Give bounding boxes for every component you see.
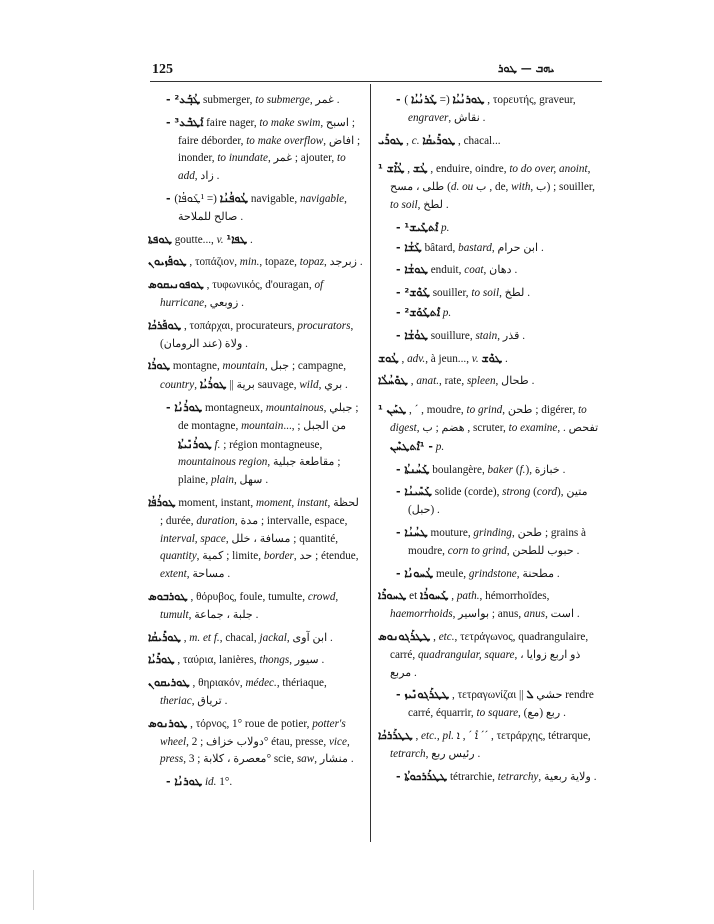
syriac-headword: ¹ܛܦܐ [226, 232, 248, 246]
english-gloss: of hurricane [160, 279, 324, 309]
syriac-headword: ܛܳܘܫ [378, 351, 399, 365]
english-gloss: plain [210, 474, 234, 487]
syriac-headword: - ²ܛܳܒ݂ܰܥ [166, 93, 201, 106]
syriac-headword: ¹ ܛܳܫ [378, 162, 428, 176]
entry-text: , مدة ; intervalle, espace, [234, 514, 348, 527]
syriac-headword: - ܛܰܚܺܝܢܳܐ [396, 485, 432, 499]
dictionary-entry [378, 284, 602, 303]
english-gloss: mountainous [265, 401, 324, 414]
dictionary-entry [148, 114, 364, 186]
entry-text: , [398, 352, 408, 365]
entry-text: etc. [438, 630, 455, 643]
entry-text: , طحال . [495, 375, 535, 388]
entry-text: , enduire, oindre, [427, 163, 510, 176]
entry-text: ; région montagneuse, [220, 438, 323, 451]
syriac-headword: ܛܰܪܢܳܝܳܐ [410, 93, 437, 106]
english-gloss: wild [299, 379, 319, 392]
entry-text: , دهان . [483, 264, 518, 277]
english-gloss: crowd, tumult [160, 590, 339, 621]
syriac-headword: - ܛܰܫܳܐ [396, 240, 422, 254]
english-gloss: theriac [160, 694, 192, 707]
dictionary-entry [378, 768, 602, 787]
entry-text: , بري . [318, 379, 348, 392]
entry-text: , hémorrhoïdes, [479, 590, 550, 603]
dictionary-entry [148, 674, 364, 711]
dictionary-entry [148, 253, 364, 272]
entry-text: f. [519, 463, 526, 476]
dictionary-entry [148, 190, 364, 227]
entry-text: , بواسير ; anus, [452, 608, 524, 621]
right-column [378, 91, 602, 790]
entry-text: p. [441, 221, 450, 234]
english-gloss: tetrarch [390, 747, 426, 760]
entry-text: , ذو اربع زوايا ، مربع . [390, 648, 581, 679]
dictionary-entry [148, 494, 364, 584]
syriac-headword: ܛܘܪܺܝܩܳܐ [422, 133, 456, 147]
entry-text: m. et f. [189, 631, 220, 644]
english-gloss: quadrangular, square [417, 648, 515, 661]
entry-text: f. [214, 438, 221, 451]
english-gloss: to do over, anoint [509, 163, 588, 176]
entry-text: , دولاب خزاف ; 2° étau, presse, [186, 735, 329, 748]
syriac-headword: - ܛܳܘܦܳܢܳܐ [166, 191, 249, 205]
entry-text: meule, [433, 567, 469, 580]
running-head: ܝܗܒ — ܛܘܪ [498, 62, 555, 75]
english-gloss: bastard [458, 241, 492, 254]
entry-text: , θόρυβος, foule, tumulte, [187, 590, 308, 603]
english-gloss: tetrarchy [497, 770, 539, 783]
entry-text: ب , de, [473, 181, 512, 194]
english-gloss: with [511, 181, 531, 194]
syriac-headword: - ܛܛܪܰܓܘܢܺܝܙ [396, 688, 450, 702]
entry-text: boulangère, [429, 463, 488, 476]
dictionary-entry [378, 372, 602, 391]
dictionary-entry [378, 483, 602, 520]
entry-text: , ابن آوى . [286, 631, 333, 644]
entry-text: , برية || [194, 379, 255, 392]
entry-text: , ربع (مع) . [518, 707, 566, 720]
english-gloss: stain [475, 329, 498, 342]
english-gloss: to soil [471, 287, 500, 300]
entry-text: , ولاية ربعية . [538, 770, 597, 783]
syriac-headword: ܛܳܐܶܫ [386, 162, 405, 176]
entry-text: , ب) ; souiller, [530, 181, 595, 194]
syriac-headword: - ¹ܐܶܬܛܺܝܫ [396, 220, 439, 234]
entry-text: , جلبة ، جماعة . [188, 608, 259, 621]
syriac-headword: ܛܛܪܰܪܟܳܐ [378, 728, 413, 742]
dictionary-entry [378, 727, 602, 764]
entry-text: rendre carré, équarrir, [408, 689, 594, 720]
english-gloss: potter's wheel [160, 717, 346, 748]
english-gloss: to grind [466, 404, 503, 417]
dictionary-entry [148, 629, 364, 648]
entry-text: , τετράγωνος, quadrangulaire, carré, [390, 630, 589, 661]
entry-text: , اسبح ; faire déborder, [178, 116, 355, 147]
english-gloss: extent [160, 568, 187, 581]
syriac-headword: ܠ [526, 688, 534, 702]
entry-text: , [407, 375, 417, 388]
entry-text: , زوبعي . [204, 296, 244, 309]
entry-text: min. [239, 256, 260, 269]
dictionary-entry [378, 160, 602, 214]
entry-text: , جبل ; campagne, [264, 360, 347, 373]
entry-text: , طلى ، مسح ( [390, 163, 591, 194]
syriac-headword: ܛܘܦܰܙܝܘܢ [148, 255, 187, 269]
entry-text: ) , τορευτής, graveur, [404, 94, 576, 106]
english-gloss: mountainous region [178, 456, 268, 469]
header-rule [150, 81, 602, 82]
english-gloss: coat [464, 264, 484, 277]
dictionary-entry [148, 317, 364, 354]
column-divider [370, 84, 371, 842]
entry-text: solide (corde), [431, 486, 503, 499]
english-gloss: jackal [259, 631, 287, 644]
entry-text: p. [435, 440, 445, 453]
dictionary-entry [378, 239, 602, 258]
english-gloss: vice, press [160, 735, 350, 766]
syriac-headword: - ܛܘܫܳܐ [396, 263, 428, 277]
entry-text: , [412, 729, 422, 742]
entry-text: , rate, [439, 375, 467, 388]
syriac-headword: - ܛܘܳܫܳܐ [396, 328, 428, 342]
syriac-headword: - ²ܐܶܬܛܰܘܰܫ [396, 305, 440, 319]
entry-text: , افاض ; inonder, [178, 134, 361, 165]
entry-text: v. [216, 233, 224, 246]
dictionary-entry [378, 686, 602, 723]
english-gloss: to inundate [217, 152, 268, 165]
entry-text: v. [471, 352, 479, 365]
syriac-headword: - ܛܚܳܢܳܐ [396, 525, 428, 539]
dictionary-entry [378, 401, 602, 456]
entry-text: , قذر . [497, 329, 526, 342]
entry-text: c. [411, 134, 420, 147]
dictionary-entry [148, 357, 364, 395]
entry-text: ( [530, 486, 537, 499]
entry-text: souiller, [429, 287, 472, 300]
syriac-headword: - ܛܰܚܳܢܬܳܐ [396, 462, 430, 476]
syriac-headword: - ܛܘܪܢܳܝܳܐ [396, 93, 485, 106]
english-gloss: corn to grind [447, 544, 507, 557]
dictionary-entry [378, 350, 602, 369]
entry-text: path. [456, 590, 480, 603]
dictionary-entry [378, 461, 602, 480]
entry-text: faire nager, [203, 116, 260, 129]
english-gloss: to examine [508, 421, 558, 434]
entry-text: , τοπάζιον, [186, 256, 240, 269]
entry-text: (= [436, 94, 453, 106]
dictionary-entry [378, 628, 602, 682]
entry-text: , غمر . [309, 94, 340, 106]
syriac-headword: ¹ ܛܚܰܢ [378, 403, 407, 417]
english-gloss: to make swim [259, 116, 321, 129]
english-gloss: quantity [160, 550, 197, 563]
english-gloss: cord [536, 486, 557, 499]
dictionary-entry [378, 587, 602, 624]
syriac-headword: ܛܘܦܬܐ [148, 232, 172, 246]
entry-text: ..., من الجبل ; [283, 419, 347, 432]
dictionary-entry [148, 91, 364, 110]
entry-text: souillure, [427, 329, 476, 342]
english-gloss: haemorrhoids [390, 608, 453, 621]
entry-text: ( [513, 463, 520, 476]
entry-text: p. [442, 306, 452, 319]
english-gloss: to soil [390, 198, 418, 211]
entry-text: et [406, 590, 421, 603]
syriac-headword: ܛܛܪܰܓܘܢܘܣ [378, 629, 431, 643]
dictionary-entry [378, 524, 602, 561]
entry-text: tétrarchie, [447, 770, 498, 783]
entry-text: ), خبازة . [525, 463, 566, 476]
english-gloss: d. ou [450, 181, 474, 194]
entry-text: , τόρνος, 1° roue de potier, [187, 717, 313, 730]
entry-text: , مسافة ، خلل ; quantité, [225, 532, 339, 545]
entry-text: , مقاطعة جبلية ; plaine, [178, 456, 341, 487]
english-gloss: grinding [473, 526, 512, 539]
entry-text: , حبوب للطحن . [506, 544, 580, 557]
entry-text: , غمر ; ajouter, [267, 152, 337, 165]
dictionary-entry [148, 399, 364, 490]
dictionary-entry [378, 91, 602, 128]
dictionary-entry [378, 327, 602, 346]
english-gloss: anus [523, 608, 546, 621]
dictionary-entry [378, 304, 602, 323]
entry-text: (= ¹ܛܰܘܦܳܐ) navigable, [174, 192, 300, 205]
entry-text: , τοπάρχαι, procurateurs, [181, 319, 298, 332]
entry-text: enduit, [427, 264, 465, 277]
entry-text: , معصرة ، كلابة ; 3° scie, [183, 753, 297, 766]
entry-text: , تفحص . [557, 421, 599, 434]
entry-text: , ابن حرام . [491, 241, 544, 254]
english-gloss: border [263, 550, 294, 563]
syriac-headword: ܛܘܪܝܩܘܢ [148, 676, 190, 690]
entry-text: , (عند الرومان) ولاة . [160, 319, 354, 350]
entry-text: anat. [416, 375, 439, 388]
entry-text: , منشار . [314, 753, 354, 766]
entry-text: goutte..., [171, 233, 217, 246]
entry-text: , حد ; étendue, [293, 550, 359, 563]
entry-text: médec. [245, 677, 277, 690]
entry-text: , à jeun..., [425, 352, 472, 365]
entry-text: , رئيس ربع . [425, 747, 481, 760]
page-edge-mark [33, 870, 34, 910]
dictionary-entry [378, 132, 602, 151]
syriac-headword: ܛܘܪܺܝ [378, 133, 404, 147]
english-gloss: procurators [297, 319, 351, 332]
english-gloss: spleen [466, 375, 496, 388]
entry-text: ), متين (حبل) . [408, 486, 588, 517]
dictionary-entry [378, 261, 602, 280]
entry-text: , طحن ; digérer, [502, 404, 579, 417]
english-gloss: to make overflow [246, 134, 324, 147]
entry-text: . [502, 352, 508, 365]
english-gloss: mountain [241, 419, 284, 432]
entry-text: , مطحنة . [516, 567, 560, 580]
syriac-headword: ܛܚܘܪܶܐ [378, 589, 407, 603]
syriac-headword: ܛܘܺܚܳܠܳܐ [378, 374, 408, 388]
entry-text: , طحن ; grains à moudre, [408, 526, 587, 557]
entry-text: submerger, [200, 94, 256, 106]
syriac-headword: ܛܘܪܳܦܳܐ [148, 495, 176, 509]
entry-text: , است . [545, 608, 580, 621]
entry-text: , chacal, [219, 631, 260, 644]
entry-text: , كمية ; limite, [196, 550, 264, 563]
english-gloss: interval, space [160, 532, 226, 545]
english-gloss: thongs [259, 654, 290, 667]
syriac-headword: - ܛܛܪܰܪܟܘܬܳܐ [396, 769, 448, 783]
entry-text: , لطخ . [499, 287, 531, 300]
syriac-headword: ܛܘܪܳܝܳܐ [199, 378, 227, 392]
english-gloss: strong [502, 486, 531, 499]
entry-text: id. [204, 776, 217, 789]
syriac-headword: ܛܘܪܒܘܣ [148, 589, 188, 603]
english-gloss: navigable [299, 192, 345, 205]
english-gloss: saw [296, 753, 315, 766]
entry-text: , سهل . [233, 474, 269, 487]
english-gloss: moment, instant [256, 496, 328, 509]
english-gloss: to digest [390, 404, 587, 434]
entry-text: , سيور . [289, 654, 325, 667]
page-number: 125 [152, 62, 173, 77]
syriac-headword: - ²ܛܰܘܶܫ [396, 286, 430, 300]
entry-text: , ταύρια, lanières, [174, 654, 260, 667]
syriac-headword: ܛܘܪܳܐ [148, 359, 171, 373]
entry-text: , τετραγωνίζαι || حشي [449, 689, 563, 702]
english-gloss: to square [476, 707, 519, 720]
entry-text: , جبلي ; de montagne, [178, 401, 359, 432]
syriac-headword: ܛܘܪܺܝܩܳܐ [148, 630, 181, 644]
entry-text: montagneux, [202, 401, 266, 414]
entry-text: , زاد . [194, 170, 220, 183]
syriac-headword: ܛܰܚܘܪܳܐ [420, 589, 449, 603]
dictionary-entry [148, 651, 364, 670]
entry-text: moment, instant, [175, 496, 257, 509]
entry-text: mouture, [427, 526, 474, 539]
entry-text: etc., pl. [421, 729, 454, 742]
entry-text: bâtard, [421, 241, 459, 254]
entry-text: , لحظة ; durée, [160, 496, 359, 527]
entry-text: , θηριακόν, [189, 677, 246, 690]
syriac-headword: ܛܘܶܫ [481, 351, 503, 365]
syriac-headword: ܛܘܪܺܝܳܐ [148, 653, 175, 667]
entry-text: , topaze, [259, 256, 300, 269]
syriac-headword: ܛܘܦܰܪܟܳܐ [148, 318, 182, 332]
left-column [148, 91, 364, 796]
entry-text: ܐܶ ˊ , ܐ ˊˊ , τετράρχης, tétrarque, [453, 729, 591, 742]
syriac-headword: - ܛܳܚܘܢܳܐ [396, 566, 434, 580]
english-gloss: to submerge [255, 94, 310, 106]
entry-text: , thériaque, [276, 677, 327, 690]
syriac-headword: - ܛܘܪܳܢܳܐ [166, 400, 203, 414]
entry-text: , صالح للملاحة . [178, 192, 347, 223]
dictionary-entry [148, 588, 364, 625]
entry-text: , τυφωνικός, d'ouragan, [203, 279, 315, 292]
syriac-headword: - ³ܐܰܛܒܶܥ [166, 115, 204, 129]
dictionary-entry [148, 276, 364, 313]
syriac-headword: ܛܘܦܘܢܝܩܘܣ [148, 278, 204, 292]
syriac-headword: ܛܘܪܢܘܣ [148, 716, 188, 730]
entry-text: , مساحة . [186, 568, 231, 581]
entry-text: , نقاش . [448, 111, 486, 124]
entry-text: , ˊ , moudre, [406, 404, 467, 417]
entry-text: , زبرجد . [324, 256, 363, 269]
dictionary-entry [148, 231, 364, 250]
english-gloss: topaz [299, 256, 325, 269]
entry-text: , ترياق . [191, 694, 228, 707]
english-gloss: engraver [408, 111, 449, 124]
entry-text: , لطخ . [417, 198, 449, 211]
syriac-headword: - ¹ܐܶܬܛܚܶܢ [390, 439, 433, 453]
english-gloss: to add [178, 152, 346, 183]
english-gloss: duration [196, 514, 235, 527]
english-gloss: grindstone [468, 567, 517, 580]
entry-text: 1°. [216, 776, 233, 789]
dictionary-entry [378, 219, 602, 238]
entry-text: , [403, 134, 412, 147]
entry-text: sauvage, [254, 379, 300, 392]
english-gloss: baker [487, 463, 514, 476]
entry-text: , [448, 590, 457, 603]
dictionary-entry [148, 715, 364, 769]
english-gloss: mountain [222, 360, 265, 373]
entry-text: montagne, [170, 360, 223, 373]
entry-text: , chacal... [455, 134, 501, 147]
syriac-headword: - ܛܘܪܢܳܐ [166, 775, 203, 789]
english-gloss: country [160, 379, 195, 392]
entry-text: , [430, 630, 439, 643]
entry-text: adv. [407, 352, 426, 365]
syriac-headword: ܛܘܪܳܢܺܝܬܳܐ [178, 437, 212, 451]
dictionary-entry [148, 773, 364, 792]
dictionary-entry [378, 565, 602, 584]
entry-text: , [404, 163, 413, 176]
entry-text: . [247, 233, 253, 246]
entry-text: , [180, 631, 190, 644]
entry-text: , هضم ; ب , scruter, [416, 421, 509, 434]
